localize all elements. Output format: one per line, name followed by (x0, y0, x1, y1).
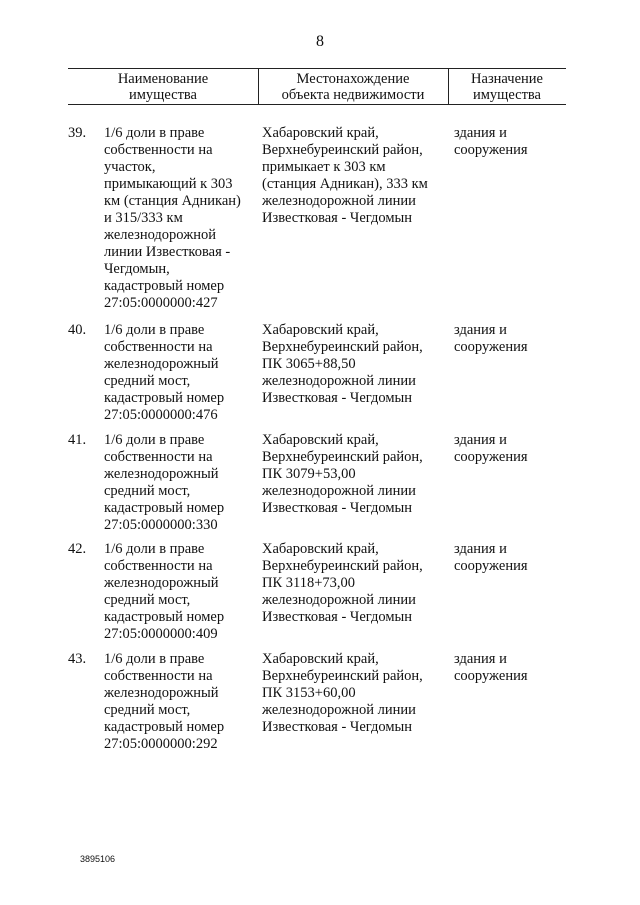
row-location: Хабаровский край, Верхнебуреинский район, примыкает к 303 км (станция Адникан), 333 км железнодорожной линии Известковая - Чегдомын (262, 125, 428, 226)
header-top-rule (68, 68, 566, 69)
table-header (68, 68, 566, 106)
row-purpose: здания и сооружения (454, 322, 528, 355)
row-location: Хабаровский край, Верхнебуреинский район, ПК 3065+88,50 железнодорожной линии Известковая - Чегдомын (262, 322, 423, 406)
row-name: 1/6 доли в праве собственности на железнодорожный средний мост, кадастровый номер 27:05:0000000:409 (104, 541, 225, 642)
row-name: 1/6 доли в праве собственности на железнодорожный средний мост, кадастровый номер 27:05:0000000:292 (104, 651, 225, 752)
row-number: 43. (68, 651, 87, 667)
row-name: 1/6 доли в праве собственности на железнодорожный средний мост, кадастровый номер 27:05:0000000:330 (104, 432, 225, 533)
row-number: 41. (68, 432, 87, 448)
header-bottom-rule (68, 104, 566, 105)
page-number: 8 (316, 33, 324, 50)
row-purpose: здания и сооружения (454, 125, 528, 158)
header-name: Наименование имущества (117, 71, 209, 103)
row-name: 1/6 доли в праве собственности на железнодорожный средний мост, кадастровый номер 27:05:0000000:476 (104, 322, 225, 423)
row-purpose: здания и сооружения (454, 541, 528, 574)
row-purpose: здания и сооружения (454, 651, 528, 684)
row-location: Хабаровский край, Верхнебуреинский район, ПК 3118+73,00 железнодорожной линии Известковая - Чегдомын (262, 541, 423, 625)
header-purpose: Назначение имущества (471, 71, 543, 103)
row-location: Хабаровский край, Верхнебуреинский район, ПК 3079+53,00 железнодорожной линии Известковая - Чегдомын (262, 432, 423, 516)
row-name: 1/6 доли в праве собственности на участок, примыкающий к 303 км (станция Адникан) и 315/333 км железнодорожной линии Известковая - Чегдомын, кадастровый номер 27:05:0000000:427 (104, 125, 241, 311)
row-purpose: здания и сооружения (454, 432, 528, 465)
row-location: Хабаровский край, Верхнебуреинский район, ПК 3153+60,00 железнодорожной линии Известковая - Чегдомын (262, 651, 423, 735)
row-number: 40. (68, 322, 87, 338)
row-number: 42. (68, 541, 87, 557)
header-location: Местонахождение объекта недвижимости (281, 71, 425, 103)
footer-code: 3895106 (80, 854, 116, 864)
row-number: 39. (68, 125, 87, 141)
